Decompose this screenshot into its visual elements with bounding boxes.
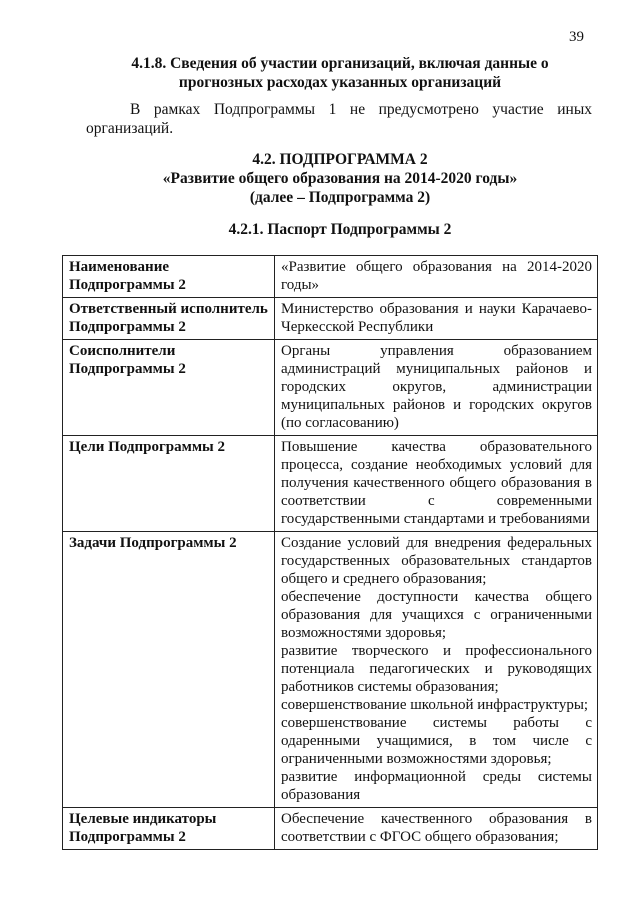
section-heading-line1: 4.1.8. Сведения об участии организаций, включая данные о bbox=[131, 55, 549, 72]
passport-row-value bbox=[275, 298, 598, 340]
passport-value-line: совершенствование школьной инфраструктуры; bbox=[281, 697, 589, 713]
passport-row-label: Целевые индикаторы Подпрограммы 2 bbox=[63, 808, 275, 850]
passport-value-line: «Развитие общего образования на 2014-2020 годы» bbox=[281, 259, 592, 293]
passport-value-line: развитие творческого и профессионального потенциала педагогических и руководящих работников системы образования; bbox=[281, 643, 592, 695]
passport-row-value bbox=[275, 256, 598, 298]
passport-row-value bbox=[275, 436, 598, 532]
program-heading bbox=[90, 150, 590, 207]
passport-row-value bbox=[275, 532, 598, 808]
passport-table-body bbox=[63, 256, 598, 850]
passport-row-label: Наименование Подпрограммы 2 bbox=[63, 256, 275, 298]
passport-row-label: Задачи Подпрограммы 2 bbox=[63, 532, 275, 808]
section-heading-line2: прогнозных расходах указанных организаций bbox=[178, 74, 502, 91]
passport-value-line: обеспечение доступности качества общего образования для учащихся с ограниченными возможностями здоровья; bbox=[281, 589, 592, 641]
passport-heading: 4.2.1. Паспорт Подпрограммы 2 bbox=[228, 221, 452, 238]
program-heading-line1: 4.2. ПОДПРОГРАММА 2 bbox=[252, 151, 428, 168]
intro-paragraph: В рамках Подпрограммы 1 не предусмотрено участие иных организаций. bbox=[86, 101, 592, 137]
passport-row-label: Соисполнители Подпрограммы 2 bbox=[63, 340, 275, 436]
passport-row bbox=[63, 532, 598, 808]
passport-row bbox=[63, 436, 598, 532]
passport-row-label: Цели Подпрограммы 2 bbox=[63, 436, 275, 532]
passport-value-line: совершенствование системы работы с одаренными учащимися, в том числе с ограниченными возможностями здоровья; bbox=[281, 715, 592, 767]
passport-row-label: Ответственный исполнитель Подпрограммы 2 bbox=[63, 298, 275, 340]
passport-row-value bbox=[275, 340, 598, 436]
program-heading-line3: (далее – Подпрограмма 2) bbox=[249, 189, 431, 206]
passport-value-line: Повышение качества образовательного процесса, создание необходимых условий для получения качественного общего образования в соответствии с современными государственными стандартами и требованиями bbox=[281, 439, 592, 527]
passport-row-value bbox=[275, 808, 598, 850]
passport-row bbox=[63, 298, 598, 340]
passport-value-line: Органы управления образованием администраций муниципальных районов и городских округов, администрации муниципальных районов и городских округов (по согласованию) bbox=[281, 343, 592, 431]
program-heading-line2: «Развитие общего образования на 2014-2020 годы» bbox=[162, 170, 518, 187]
passport-row bbox=[63, 808, 598, 850]
passport-value-line: развитие информационной среды системы образования bbox=[281, 769, 592, 803]
passport-table bbox=[62, 255, 598, 850]
passport-row bbox=[63, 340, 598, 436]
passport-value-line: Создание условий для внедрения федеральных государственных образовательных стандартов общего и среднего образования; bbox=[281, 535, 592, 587]
passport-row bbox=[63, 256, 598, 298]
page-number: 39 bbox=[569, 29, 584, 45]
passport-value-line: Министерство образования и науки Карачаево-Черкесской Республики bbox=[281, 301, 592, 335]
passport-value-line: Обеспечение качественного образования в соответствии с ФГОС общего образования; bbox=[281, 811, 592, 845]
section-heading bbox=[90, 54, 590, 92]
